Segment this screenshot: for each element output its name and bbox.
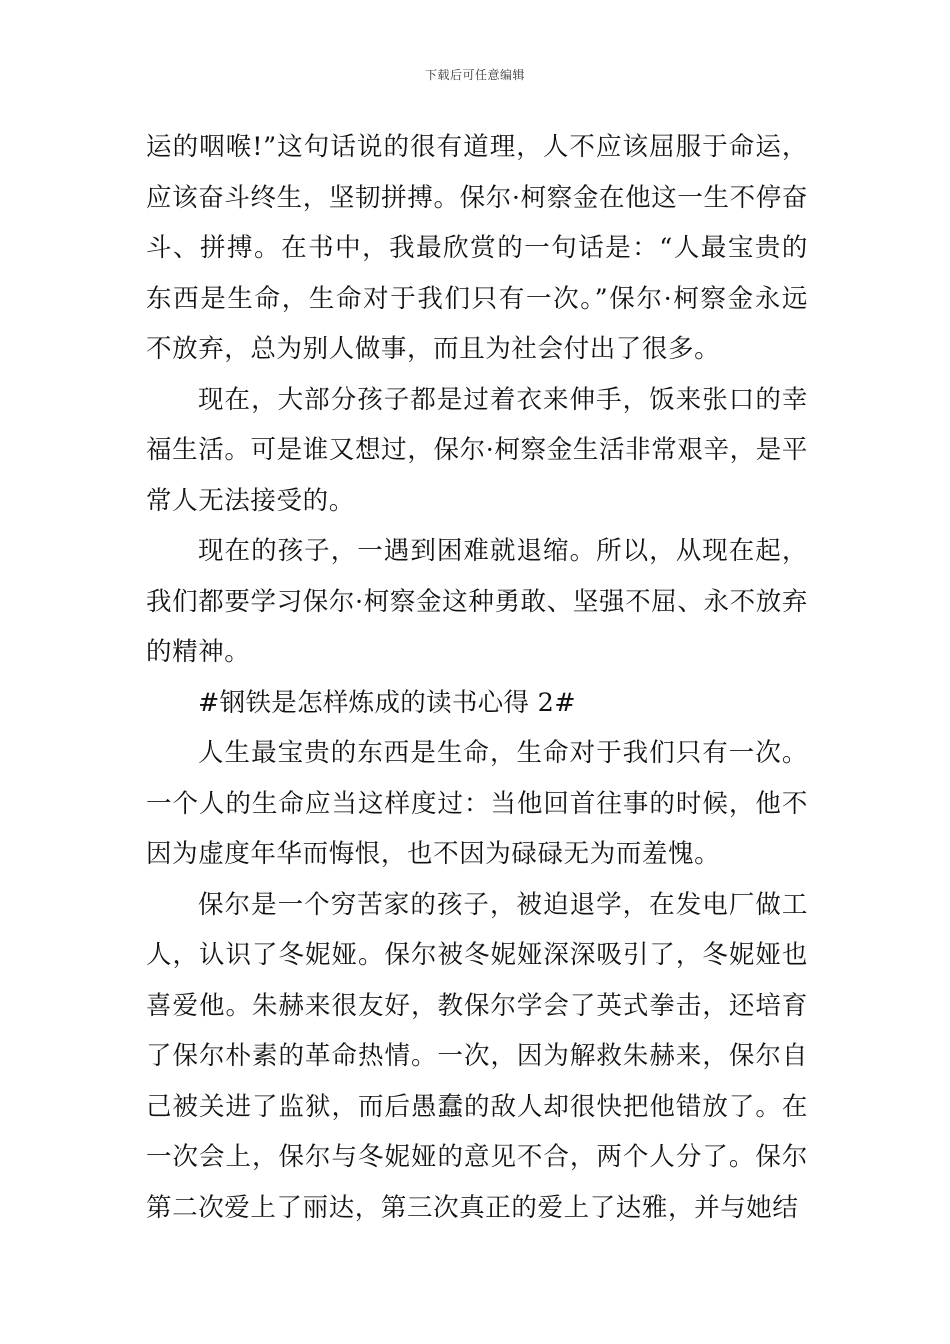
section-heading: #钢铁是怎样炼成的读书心得 2#	[198, 687, 576, 718]
paragraph: 现在的孩子，一遇到困难就退缩。所以，从现在起，我们都要学习保尔·柯察金这种勇敢、坚强不屈、永不放弃的精神。	[146, 536, 808, 667]
paragraph: 现在，大部分孩子都是过着衣来伸手，饭来张口的幸福生活。可是谁又想过，保尔·柯察金生活非常艰辛，是平常人无法接受的。	[146, 384, 808, 516]
paragraph: 人生最宝贵的东西是生命，生命对于我们只有一次。一个人的生命应当这样度过：当他回首往事的时候，他不因为虚度年华而悔恨，也不因为碌碌无为而羞愧。	[146, 738, 808, 869]
document-body	[146, 122, 808, 1233]
paragraph-continuation: 运的咽喉!”这句话说的很有道理，人不应该屈服于命运，应该奋斗终生，坚韧拼搏。保尔·柯察金在他这一生不停奋斗、拼搏。在书中，我最欣赏的一句话是：“人最宝贵的东西是生命，生命对于我们只有一次。”保尔·柯察金永远不放弃，总为别人做事，而且为社会付出了很多。	[146, 132, 808, 364]
paragraph: 保尔是一个穷苦家的孩子，被迫退学，在发电厂做工人，认识了冬妮娅。保尔被冬妮娅深深吸引了，冬妮娅也喜爱他。朱赫来很友好，教保尔学会了英式拳击，还培育了保尔朴素的革命热情。一次，因为解救朱赫来，保尔自己被关进了监狱，而后愚蠢的敌人却很快把他错放了。在一次会上，保尔与冬妮娅的意见不合，两个人分了。保尔第二次爱上了丽达，第三次真正的爱上了达雅，并与她结	[146, 889, 808, 1223]
page-header-note: 下载后可任意编辑	[424, 68, 525, 82]
